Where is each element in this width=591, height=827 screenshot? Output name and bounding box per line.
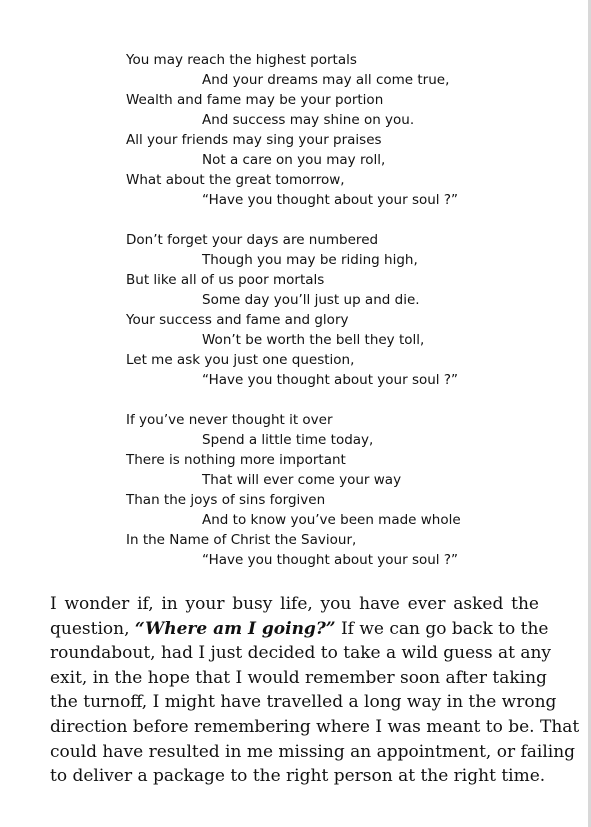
prose-line: could have resulted in me missing an appointment, or failing: [50, 741, 576, 762]
poem-line: In the Name of Christ the Saviour,: [126, 532, 357, 548]
prose-line: roundabout, had I just decided to take a wild guess at any: [50, 643, 552, 664]
poem-line: And success may shine on you.: [202, 112, 415, 128]
poem-line: Wealth and fame may be your portion: [126, 92, 384, 108]
poem-line: Spend a little time today,: [202, 432, 374, 448]
emphasized-question: “Where am I going?”: [134, 618, 336, 639]
poem-line: That will ever come your way: [202, 472, 402, 488]
poem-line: Your success and fame and glory: [126, 312, 349, 328]
poem-line: There is nothing more important: [126, 452, 346, 468]
prose-line: the turnoff, I might have travelled a long way in the wrong: [50, 692, 557, 713]
poem-line: “Have you thought about your soul ?”: [202, 552, 458, 568]
prose-line: to deliver a package to the right person at the right time.: [50, 766, 546, 787]
poem-line: What about the great tomorrow,: [126, 172, 345, 188]
prose-paragraph: [50, 592, 580, 789]
prose-line: [50, 592, 539, 617]
prose-text: If we can go back to the: [340, 618, 549, 639]
poem-line: You may reach the highest portals: [126, 52, 357, 68]
poem-stanza-2: [126, 230, 546, 390]
poem-line: Don’t forget your days are numbered: [126, 232, 379, 248]
poem-line: If you’ve never thought it over: [126, 412, 333, 428]
poem-line: And to know you’ve been made whole: [202, 512, 461, 528]
poem-line: “Have you thought about your soul ?”: [202, 192, 458, 208]
poem-line: Some day you’ll just up and die.: [202, 292, 420, 308]
prose-text: I wonder if, in your busy life, you have ever asked the: [50, 594, 539, 614]
poem-line: But like all of us poor mortals: [126, 272, 325, 288]
poem: [126, 50, 546, 590]
poem-line: Won’t be worth the bell they toll,: [202, 332, 425, 348]
poem-line: All your friends may sing your praises: [126, 132, 382, 148]
prose-line: direction before remembering where I was meant to be. That: [50, 716, 580, 737]
poem-line: “Have you thought about your soul ?”: [202, 372, 458, 388]
prose-line: exit, in the hope that I would remember soon after taking: [50, 667, 547, 688]
poem-line: Let me ask you just one question,: [126, 352, 355, 368]
poem-line: Than the joys of sins forgiven: [126, 492, 326, 508]
poem-stanza-3: [126, 410, 546, 570]
poem-line: And your dreams may all come true,: [202, 72, 450, 88]
prose-line: [50, 617, 549, 642]
poem-line: Though you may be riding high,: [202, 252, 418, 268]
prose-text: question,: [50, 618, 130, 639]
poem-line: Not a care on you may roll,: [202, 152, 386, 168]
poem-stanza-1: [126, 50, 546, 210]
